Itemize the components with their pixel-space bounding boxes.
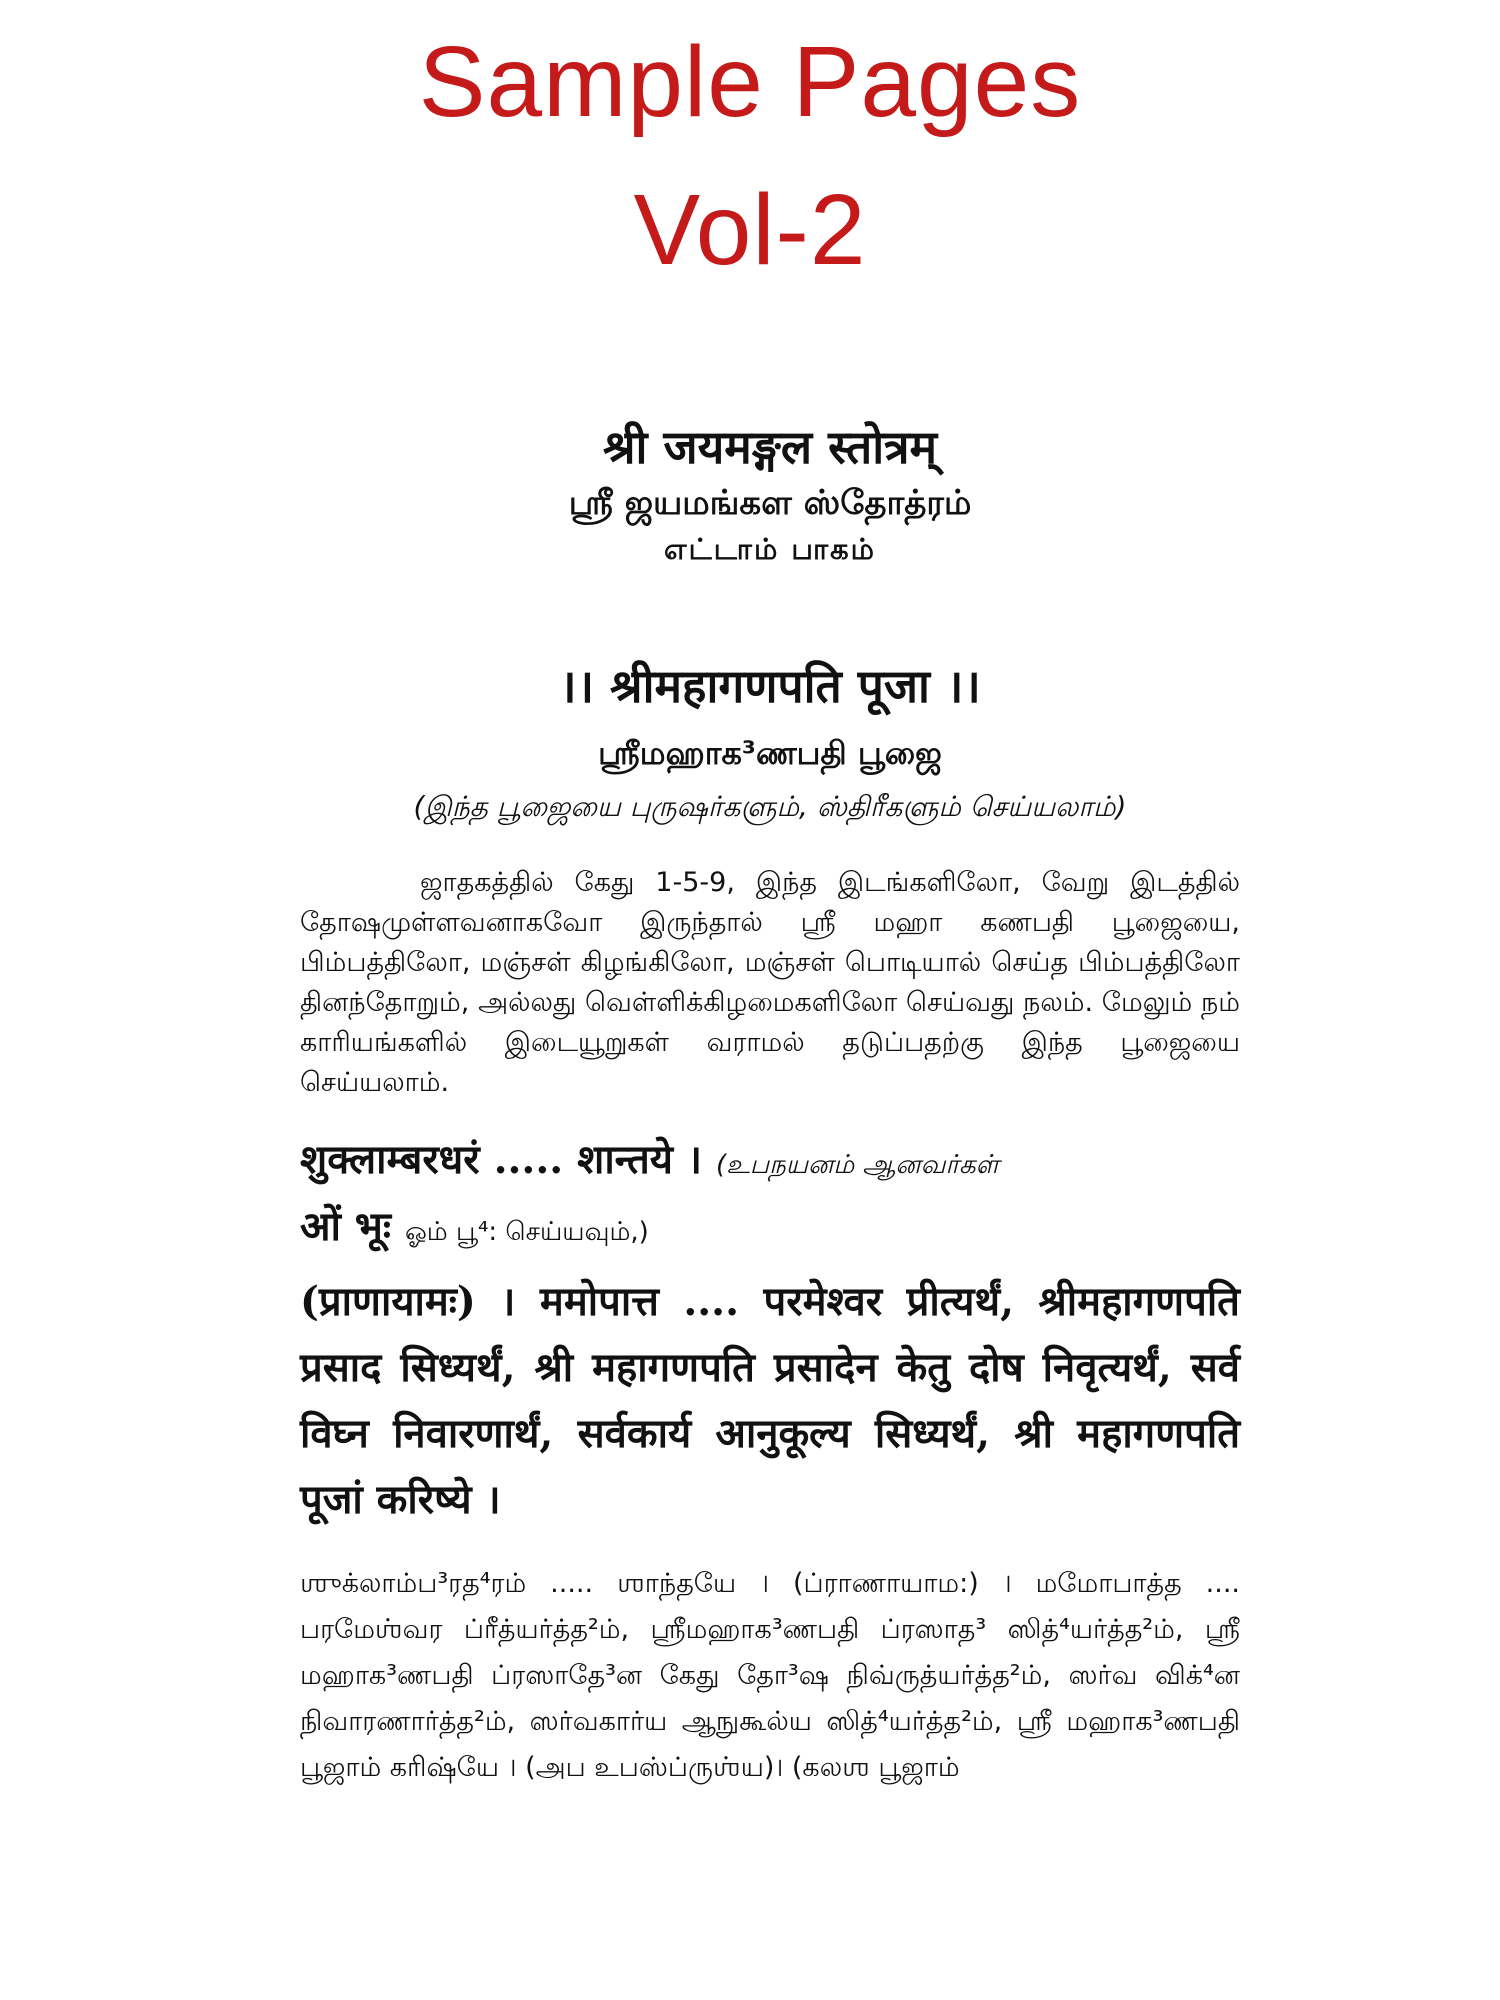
- sanskrit-line-2-main: ओं भूः: [300, 1202, 392, 1250]
- tamil-subtitle: எட்டாம் பாகம்: [664, 531, 876, 566]
- sanskrit-line-1: [300, 1129, 1240, 1196]
- page-header: [300, 420, 1240, 570]
- tamil-transliteration: ஶுக்லாம்ப³ரத⁴ரம் ..... ஶாந்தயே । (ப்ராணாயாம:) । மமோபாத்த .... பரமேஶ்வர ப்ரீத்யர்த்த²ம், ஸ்ரீமஹாக³ணபதி ப்ரஸாத³ ஸித்⁴யர்த்த²ம், ஸ்ரீ மஹாக³ணபதி ப்ரஸாதே³ன கேது தோ³ஷ நிவ்ருத்யர்த்த²ம், ஸர்வ விக்⁴ன நிவாரணார்த்த²ம், ஸர்வகார்ய ஆநுகூல்ய ஸித்⁴யர்த்த²ம், ஸ்ரீ மஹாக³ணபதி பூஜாம் கரிஷ்யே । (அப உபஸ்ப்ருஶ்ய)। (கலஶ பூஜாம்: [300, 1567, 1240, 1783]
- section-header: [300, 654, 1240, 827]
- sanskrit-line-2-note: ஓம் பூ⁴: செய்யவும்,): [404, 1216, 649, 1247]
- banner-title: Sample Pages: [418, 26, 1082, 138]
- book-page: [300, 420, 1240, 1791]
- section-note: (இந்த பூஜையை புருஷர்களும், ஸ்திரீகளும் செய்யலாம்): [413, 789, 1127, 823]
- sanskrit-paragraph: (प्राणायामः) । ममोपात्त .... परमेश्वर प्रीत्यर्थं, श्रीमहागणपति प्रसाद सिध्यर्थं, श्री महागणपति प्रसादेन केतु दोष निवृत्यर्थं, सर्व विघ्न निवारणार्थं, सर्वकार्य आनुकूल्य सिध्यर्थं, श्री महागणपति पूजां करिष्ये ।: [300, 1277, 1240, 1523]
- tamil-section-heading: ஸ்ரீமஹாக³ணபதி பூஜை: [598, 733, 942, 772]
- sanskrit-line-2: [300, 1196, 1240, 1263]
- banner-volume: Vol-2: [633, 174, 867, 286]
- sanskrit-line-1-note: (உபநயனம் ஆனவர்கள்: [716, 1149, 1000, 1180]
- sanskrit-title: श्री जयमङ्गल स्तोत्रम्: [602, 420, 938, 474]
- tamil-title: ஸ்ரீ ஜயமங்கள ஸ்தோத்ரம்: [568, 483, 972, 524]
- intro-paragraph: ஜாதகத்தில் கேது 1-5-9, இந்த இடங்களிலோ, வேறு இடத்தில் தோஷமுள்ளவனாகவோ இருந்தால் ஸ்ரீ மஹா கணபதி பூஜையை, பிம்பத்திலோ, மஞ்சள் கிழங்கிலோ, மஞ்சள் பொடியால் செய்த பிம்பத்திலோ தினந்தோறும், அல்லது வெள்ளிக்கிழமைகளிலோ செய்வது நலம். மேலும் நம் காரியங்களில் இடையூறுகள் வராமல் தடுப்பதற்கு இந்த பூஜையை செய்யலாம்.: [300, 866, 1240, 1098]
- sanskrit-section-heading: ।। श्रीमहागणपति पूजा ।।: [559, 658, 981, 713]
- sanskrit-line-1-main: शुक्लाम्बरधरं ..... शान्तये ।: [300, 1135, 703, 1183]
